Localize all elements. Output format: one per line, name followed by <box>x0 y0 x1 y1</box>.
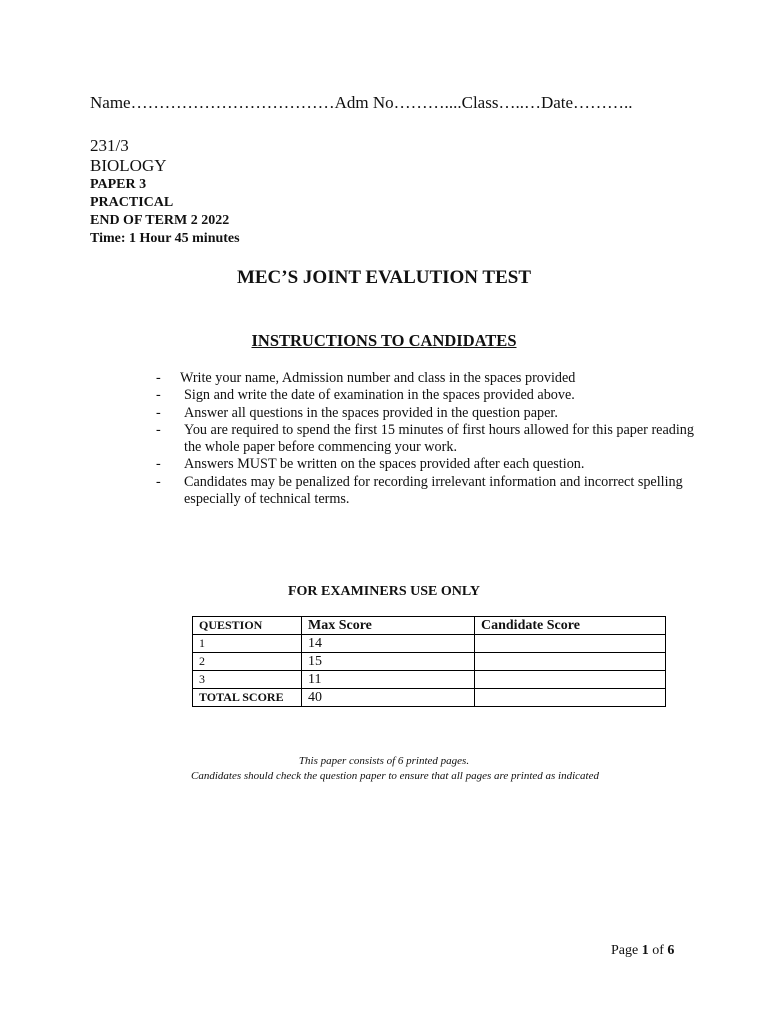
instructions-heading: INSTRUCTIONS TO CANDIDATES <box>251 331 517 350</box>
page-label: Page <box>611 943 639 958</box>
instruction-item: - Answers MUST be written on the spaces provided after each question. <box>156 456 585 473</box>
column-header-question: QUESTION <box>193 617 302 635</box>
question-number: 1 <box>193 635 302 653</box>
exam-term: END OF TERM 2 2022 <box>90 213 230 228</box>
subject-name: BIOLOGY <box>90 156 167 175</box>
instruction-item: - Sign and write the date of examination in the spaces provided above. <box>156 387 575 404</box>
max-score: 11 <box>302 671 475 689</box>
max-score: 15 <box>302 653 475 671</box>
instruction-item: - Write your name, Admission number and class in the spaces provided <box>156 370 576 386</box>
exam-time: Time: 1 Hour 45 minutes <box>90 231 240 246</box>
page-count-note: This paper consists of 6 printed pages. <box>298 755 470 767</box>
list-dash: - <box>156 421 161 438</box>
column-header-candidate-score: Candidate Score <box>475 617 666 635</box>
paper-type: PRACTICAL <box>90 195 174 210</box>
list-dash: - <box>156 473 161 490</box>
score-table <box>192 616 666 707</box>
instructions-list <box>156 370 696 508</box>
question-number: 2 <box>193 653 302 671</box>
examiners-heading: FOR EXAMINERS USE ONLY <box>287 584 480 599</box>
column-header-max-score: Max Score <box>302 617 475 635</box>
total-score-label: TOTAL SCORE <box>193 689 302 707</box>
student-details-line: Name………………………………Adm No………....Class…..…Date……….. <box>90 93 633 112</box>
table-row <box>193 635 666 653</box>
total-candidate-score-cell[interactable] <box>475 689 666 707</box>
page-check-note: Candidates should check the question paper to ensure that all pages are printed as indicated <box>191 770 599 782</box>
instruction-item: - Candidates may be penalized for recording irrelevant information and incorrect spelling especially of technical terms. <box>156 473 683 508</box>
list-dash: - <box>156 456 161 473</box>
list-dash: - <box>156 404 161 421</box>
paper-number: PAPER 3 <box>90 177 147 192</box>
page-current: 1 <box>641 943 649 958</box>
question-number: 3 <box>193 671 302 689</box>
candidate-score-cell[interactable] <box>475 671 666 689</box>
candidate-score-cell[interactable] <box>475 635 666 653</box>
list-dash: - <box>156 370 161 386</box>
table-row <box>193 671 666 689</box>
paper-code: 231/3 <box>90 136 129 155</box>
max-score: 14 <box>302 635 475 653</box>
page-of: of <box>652 943 664 958</box>
list-dash: - <box>156 387 161 404</box>
page-total: 6 <box>667 943 675 958</box>
table-row <box>193 653 666 671</box>
instruction-item: - You are required to spend the first 15 minutes of first hours allowed for this paper reading the whole paper before commencing your work. <box>156 421 694 456</box>
total-max-score: 40 <box>302 689 475 707</box>
page-number <box>611 943 674 959</box>
candidate-score-cell[interactable] <box>475 653 666 671</box>
table-header-row <box>193 617 666 635</box>
instruction-item: - Answer all questions in the spaces provided in the question paper. <box>156 404 558 421</box>
exam-title: MEC’S JOINT EVALUTION TEST <box>236 267 532 288</box>
table-row-total <box>193 689 666 707</box>
